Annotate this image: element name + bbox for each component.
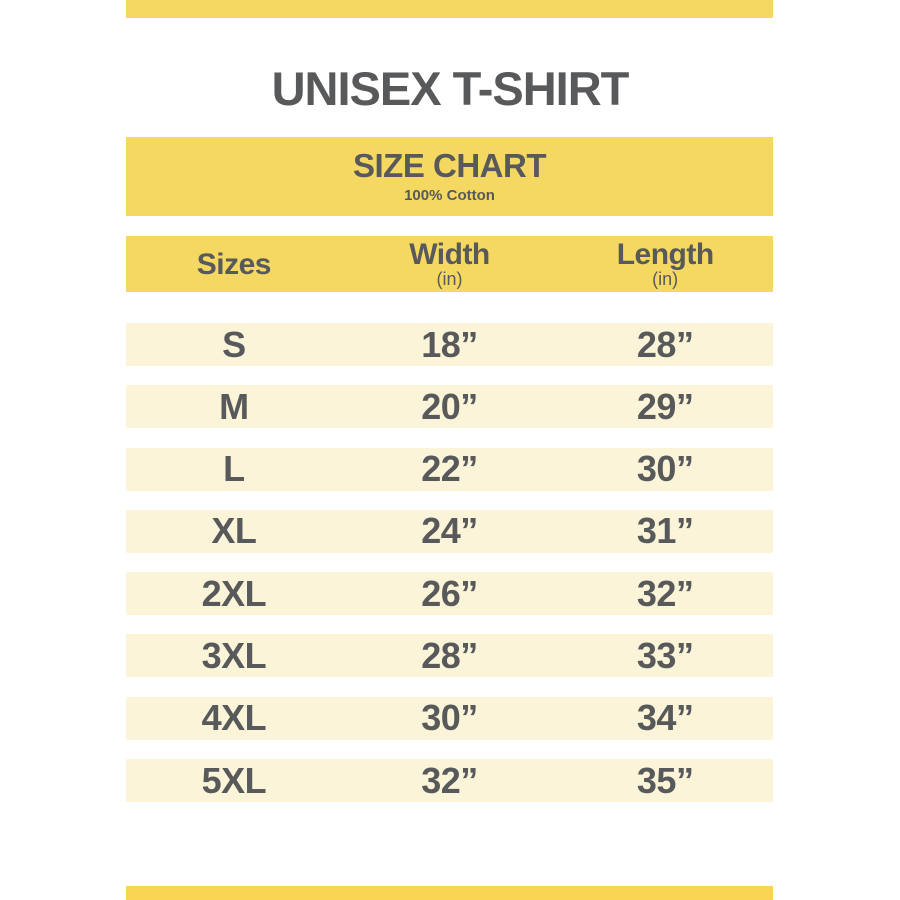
- column-header-label: Length: [616, 238, 714, 271]
- cell-width: 32”: [421, 759, 478, 801]
- column-header-label: Width: [409, 238, 490, 271]
- table-row: [126, 759, 773, 802]
- page-title: UNISEX T-SHIRT: [271, 62, 629, 115]
- cell-size: L: [223, 448, 245, 490]
- cell-width: 30”: [421, 697, 478, 739]
- cell-size: M: [219, 385, 249, 427]
- cell-size: 2XL: [201, 572, 267, 614]
- column-header-unit: (in): [436, 269, 463, 289]
- table-row: [126, 634, 773, 677]
- table-row: [126, 572, 773, 615]
- cell-length: 30”: [636, 448, 694, 490]
- table-header-row: [126, 236, 773, 292]
- cell-length: 33”: [636, 634, 694, 676]
- cell-length: 34”: [636, 697, 694, 739]
- table-row: [126, 510, 773, 553]
- cell-length: 28”: [636, 323, 694, 365]
- banner-subtitle: 100% Cotton: [404, 187, 495, 204]
- table-row: [126, 697, 773, 740]
- table-row: [126, 448, 773, 491]
- cell-length: 29”: [636, 385, 694, 427]
- cell-size: XL: [211, 510, 257, 552]
- size-chart-banner: [126, 137, 773, 216]
- cell-width: 24”: [421, 510, 478, 552]
- cell-width: 20”: [421, 385, 478, 427]
- cell-size: 3XL: [201, 634, 267, 676]
- column-header-width: [342, 236, 558, 292]
- column-header-sizes: [126, 236, 342, 292]
- column-header-label: Sizes: [196, 247, 271, 281]
- cell-size: S: [222, 323, 246, 365]
- cell-width: 22”: [421, 448, 478, 490]
- table-row: [126, 323, 773, 366]
- cell-width: 18”: [421, 323, 478, 365]
- top-accent-bar: [126, 0, 773, 18]
- cell-width: 26”: [421, 572, 478, 614]
- cell-size: 4XL: [201, 697, 267, 739]
- cell-length: 31”: [636, 510, 694, 552]
- column-header-length: [557, 236, 773, 292]
- banner-title: SIZE CHART: [353, 147, 546, 184]
- table-row: [126, 385, 773, 428]
- cell-width: 28”: [421, 634, 478, 676]
- cell-length: 32”: [636, 572, 694, 614]
- table-body: [126, 323, 773, 802]
- cell-length: 35”: [636, 759, 694, 801]
- cell-size: 5XL: [201, 759, 267, 801]
- bottom-accent-bar: [126, 886, 773, 900]
- column-header-unit: (in): [652, 269, 679, 289]
